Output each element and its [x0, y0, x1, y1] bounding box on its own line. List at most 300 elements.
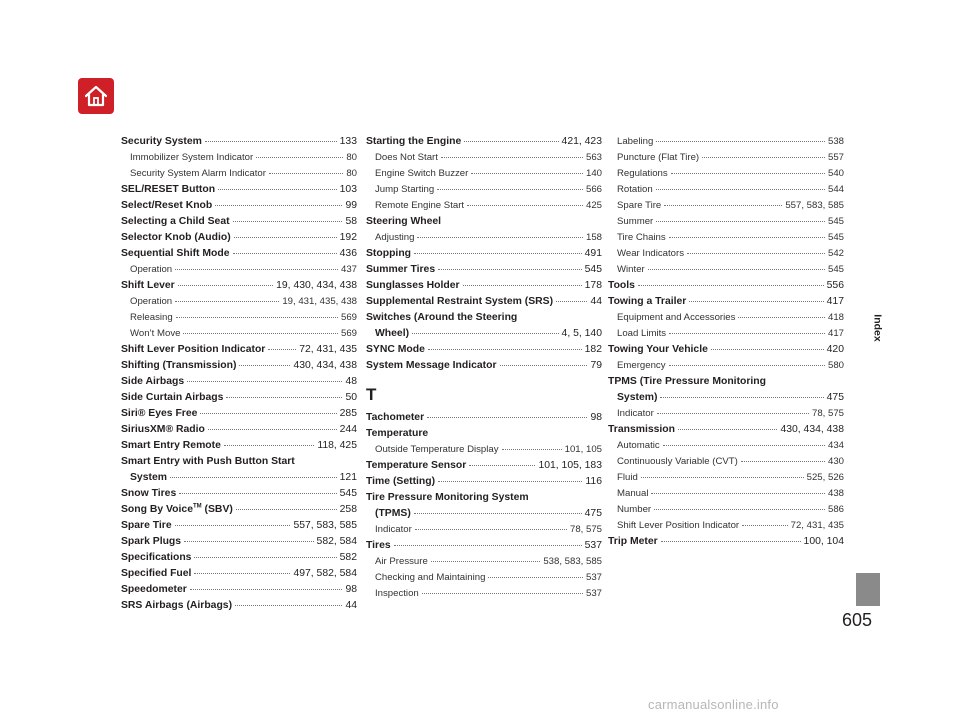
- entry-term: (TPMS): [375, 508, 411, 519]
- leader-dots: [235, 604, 342, 606]
- index-entry[interactable]: [608, 406, 844, 422]
- index-entry[interactable]: [608, 486, 844, 502]
- entry-term: Immobilizer System Indicator: [130, 152, 254, 163]
- index-side-tab[interactable]: [868, 300, 887, 356]
- entry-pages[interactable]: 101, 105: [564, 444, 602, 455]
- index-entry[interactable]: [121, 198, 357, 214]
- entry-term: Inspection: [375, 588, 419, 599]
- leader-dots: [641, 476, 804, 478]
- entry-pages[interactable]: 430, 434, 438: [293, 360, 357, 371]
- leader-dots: [200, 412, 336, 414]
- entry-pages[interactable]: 545: [339, 488, 357, 499]
- entry-term: Labeling: [617, 136, 654, 147]
- entry-pages[interactable]: 418: [827, 312, 844, 323]
- entry-term: Temperature Sensor: [366, 460, 467, 471]
- entry-term: SYNC Mode: [366, 344, 425, 355]
- entry-pages[interactable]: 434: [827, 440, 844, 451]
- leader-dots: [194, 556, 336, 558]
- entry-pages[interactable]: 78, 575: [569, 524, 602, 535]
- leader-dots: [488, 576, 583, 578]
- entry-term: Shifting (Transmission): [121, 360, 237, 371]
- entry-term: Supplemental Restraint System (SRS): [366, 296, 554, 307]
- leader-dots: [428, 348, 582, 350]
- index-entry[interactable]: [366, 442, 602, 458]
- entry-pages[interactable]: 557: [827, 152, 844, 163]
- index-section-t: [366, 410, 602, 602]
- leader-dots: [184, 540, 313, 542]
- entry-pages[interactable]: 545: [584, 264, 602, 275]
- index-entry[interactable]: [121, 310, 357, 326]
- leader-dots: [224, 444, 314, 446]
- entry-term: Towing Your Vehicle: [608, 344, 708, 355]
- index-entry: [366, 214, 602, 230]
- entry-term: Selector Knob (Audio): [121, 232, 231, 243]
- entry-pages[interactable]: 192: [339, 232, 357, 243]
- index-entry[interactable]: [121, 550, 357, 566]
- entry-pages[interactable]: 44: [590, 296, 602, 307]
- entry-pages[interactable]: 133: [339, 136, 357, 147]
- index-entry[interactable]: [366, 246, 602, 262]
- entry-term: Towing a Trailer: [608, 296, 687, 307]
- entry-pages[interactable]: 544: [827, 184, 844, 195]
- leader-dots: [664, 204, 782, 206]
- index-entry[interactable]: [608, 422, 844, 438]
- entry-term: Tires: [366, 540, 391, 551]
- index-entry[interactable]: [121, 438, 357, 454]
- entry-pages[interactable]: 430, 434, 438: [780, 424, 844, 435]
- entry-pages[interactable]: 586: [827, 504, 844, 515]
- entry-term: Security System Alarm Indicator: [130, 168, 266, 179]
- index-entry[interactable]: [366, 570, 602, 586]
- index-entry[interactable]: [121, 390, 357, 406]
- index-entry[interactable]: [608, 502, 844, 518]
- entry-pages[interactable]: 545: [827, 216, 844, 227]
- leader-dots: [678, 428, 777, 430]
- entry-term: Wear Indicators: [617, 248, 685, 259]
- entry-term: Equipment and Accessories: [617, 312, 736, 323]
- page-number: 605: [842, 610, 873, 630]
- leader-dots: [427, 416, 587, 418]
- index-entry[interactable]: [121, 326, 357, 342]
- section-letter-t: T: [366, 385, 377, 404]
- entry-pages[interactable]: 525, 526: [806, 472, 844, 483]
- index-entry[interactable]: [121, 470, 357, 486]
- entry-term: Song By Voice™ (SBV): [121, 503, 233, 515]
- entry-term: Emergency: [617, 360, 666, 371]
- entry-term: SiriusXM® Radio: [121, 424, 205, 435]
- index-entry[interactable]: [121, 246, 357, 262]
- leader-dots: [654, 508, 825, 510]
- entry-pages[interactable]: 582, 584: [316, 536, 357, 547]
- entry-pages[interactable]: 4, 5, 140: [561, 328, 602, 339]
- index-column-3: [608, 134, 844, 550]
- entry-term: Outside Temperature Display: [375, 444, 499, 455]
- index-entry[interactable]: [608, 182, 844, 198]
- leader-dots: [437, 188, 583, 190]
- entry-term: Tire Pressure Monitoring System: [366, 492, 529, 503]
- entry-pages[interactable]: 72, 431, 435: [790, 520, 844, 531]
- entry-term: Spare Tire: [121, 520, 172, 531]
- index-entry[interactable]: [608, 438, 844, 454]
- entry-pages[interactable]: 545: [827, 232, 844, 243]
- leader-dots: [651, 492, 825, 494]
- leader-dots: [170, 476, 337, 478]
- index-entry[interactable]: [366, 410, 602, 426]
- leader-dots: [190, 588, 343, 590]
- leader-dots: [689, 300, 823, 302]
- index-entry[interactable]: [608, 214, 844, 230]
- entry-term: Won’t Move: [130, 328, 181, 339]
- index-entry[interactable]: [608, 150, 844, 166]
- index-entry[interactable]: [366, 134, 602, 150]
- index-entry[interactable]: [121, 566, 357, 582]
- index-entry[interactable]: [608, 262, 844, 278]
- entry-pages[interactable]: 540: [827, 168, 844, 179]
- leader-dots: [234, 236, 337, 238]
- index-entry: [366, 426, 602, 442]
- leader-dots: [414, 512, 582, 514]
- leader-dots: [178, 284, 273, 286]
- entry-term: Tachometer: [366, 412, 425, 423]
- index-entry[interactable]: [608, 230, 844, 246]
- entry-pages[interactable]: 100, 104: [803, 536, 844, 547]
- entry-pages[interactable]: 158: [585, 232, 602, 243]
- index-entry[interactable]: [608, 310, 844, 326]
- index-entry[interactable]: [121, 358, 357, 374]
- index-entry[interactable]: [366, 150, 602, 166]
- index-entry[interactable]: [608, 278, 844, 294]
- index-entry[interactable]: [366, 538, 602, 554]
- entry-term: Rotation: [617, 184, 653, 195]
- entry-term: Shift Lever Position Indicator: [617, 520, 740, 531]
- entry-term: SRS Airbags (Airbags): [121, 600, 233, 611]
- index-entry[interactable]: [366, 278, 602, 294]
- entry-pages[interactable]: 438: [827, 488, 844, 499]
- entry-term: Summer: [617, 216, 654, 227]
- entry-pages[interactable]: 118, 425: [317, 440, 357, 451]
- entry-pages[interactable]: 537: [584, 540, 602, 551]
- index-entry[interactable]: [608, 166, 844, 182]
- entry-term: Engine Switch Buzzer: [375, 168, 469, 179]
- entry-pages[interactable]: 425: [585, 200, 602, 211]
- index-entry[interactable]: [366, 262, 602, 278]
- leader-dots: [463, 284, 582, 286]
- index-entry[interactable]: [121, 534, 357, 550]
- entry-pages[interactable]: 582: [339, 552, 357, 563]
- leader-dots: [669, 364, 825, 366]
- entry-term: Operation: [130, 296, 173, 307]
- index-entry[interactable]: [121, 230, 357, 246]
- entry-pages[interactable]: 258: [339, 504, 357, 515]
- index-entry[interactable]: [608, 454, 844, 470]
- entry-term: System): [617, 392, 658, 403]
- entry-pages[interactable]: 580: [827, 360, 844, 371]
- index-entry[interactable]: [121, 518, 357, 534]
- leader-dots: [467, 204, 583, 206]
- entry-pages[interactable]: 430: [827, 456, 844, 467]
- entry-term: Siri® Eyes Free: [121, 408, 198, 419]
- entry-term: Checking and Maintaining: [375, 572, 486, 583]
- leader-dots: [687, 252, 825, 254]
- index-entry[interactable]: [608, 518, 844, 534]
- index-entry[interactable]: [366, 294, 602, 310]
- entry-term: Number: [617, 504, 652, 515]
- entry-term: Winter: [617, 264, 645, 275]
- index-entry[interactable]: [366, 198, 602, 214]
- index-entry[interactable]: [608, 390, 844, 406]
- leader-dots: [464, 140, 558, 142]
- index-entry[interactable]: [366, 522, 602, 538]
- entry-pages[interactable]: 244: [339, 424, 357, 435]
- home-button[interactable]: [78, 78, 114, 114]
- entry-pages[interactable]: 121: [339, 472, 357, 483]
- entry-pages[interactable]: 19, 430, 434, 438: [276, 280, 357, 291]
- leader-dots: [239, 364, 290, 366]
- entry-pages[interactable]: 79: [590, 360, 602, 371]
- entry-pages[interactable]: 285: [339, 408, 357, 419]
- leader-dots: [738, 316, 825, 318]
- leader-dots: [741, 460, 825, 462]
- entry-pages[interactable]: 80: [346, 168, 357, 179]
- leader-dots: [431, 560, 541, 562]
- index-entry[interactable]: [121, 166, 357, 182]
- leader-dots: [175, 524, 291, 526]
- leader-dots: [194, 572, 290, 574]
- entry-pages[interactable]: 48: [345, 376, 357, 387]
- index-entry[interactable]: [121, 598, 357, 614]
- entry-pages[interactable]: 538: [827, 136, 844, 147]
- entry-pages[interactable]: 72, 431, 435: [299, 344, 357, 355]
- leader-dots: [233, 252, 337, 254]
- entry-pages[interactable]: 437: [340, 264, 357, 275]
- index-entry[interactable]: [121, 294, 357, 310]
- entry-term: Time (Setting): [366, 476, 436, 487]
- entry-term: Operation: [130, 264, 173, 275]
- leader-dots: [414, 252, 582, 254]
- entry-pages[interactable]: 557, 583, 585: [785, 200, 844, 211]
- home-icon: [83, 84, 109, 108]
- entry-term: Side Curtain Airbags: [121, 392, 224, 403]
- entry-term: Releasing: [130, 312, 173, 323]
- index-entry[interactable]: [366, 458, 602, 474]
- index-entry: [366, 490, 602, 506]
- entry-pages[interactable]: 569: [340, 312, 357, 323]
- entry-term: Shift Lever Position Indicator: [121, 344, 266, 355]
- entry-term: Specifications: [121, 552, 192, 563]
- leader-dots: [205, 140, 337, 142]
- index-column-1: [121, 134, 357, 614]
- index-entry[interactable]: [366, 166, 602, 182]
- leader-dots: [438, 268, 582, 270]
- entry-term: Speedometer: [121, 584, 187, 595]
- leader-dots: [657, 412, 809, 414]
- entry-term: Regulations: [617, 168, 668, 179]
- leader-dots: [469, 464, 535, 466]
- entry-term: SEL/RESET Button: [121, 184, 216, 195]
- leader-dots: [438, 480, 582, 482]
- leader-dots: [233, 220, 343, 222]
- leader-dots: [269, 172, 343, 174]
- index-entry[interactable]: [121, 214, 357, 230]
- index-entry[interactable]: [121, 150, 357, 166]
- entry-pages[interactable]: 537: [585, 572, 602, 583]
- entry-term: Specified Fuel: [121, 568, 192, 579]
- leader-dots: [422, 592, 583, 594]
- leader-dots: [711, 348, 824, 350]
- index-entry[interactable]: [121, 134, 357, 150]
- entry-term: Puncture (Flat Tire): [617, 152, 700, 163]
- entry-pages[interactable]: 556: [826, 280, 844, 291]
- entry-term: Air Pressure: [375, 556, 428, 567]
- leader-dots: [742, 524, 788, 526]
- leader-dots: [176, 316, 338, 318]
- entry-pages[interactable]: 58: [345, 216, 357, 227]
- entry-term: Manual: [617, 488, 649, 499]
- index-entry[interactable]: [121, 262, 357, 278]
- entry-term: Snow Tires: [121, 488, 177, 499]
- entry-pages[interactable]: 497, 582, 584: [293, 568, 357, 579]
- entry-term: Automatic: [617, 440, 660, 451]
- entry-term: Shift Lever: [121, 280, 175, 291]
- entry-pages[interactable]: 563: [585, 152, 602, 163]
- entry-pages[interactable]: 50: [345, 392, 357, 403]
- entry-pages[interactable]: 98: [590, 412, 602, 423]
- entry-term: Tire Chains: [617, 232, 666, 243]
- leader-dots: [175, 268, 338, 270]
- index-entry[interactable]: [121, 486, 357, 502]
- leader-dots: [661, 540, 801, 542]
- entry-pages[interactable]: 475: [584, 508, 602, 519]
- index-entry[interactable]: [366, 326, 602, 342]
- entry-term: Selecting a Child Seat: [121, 216, 230, 227]
- entry-term: Starting the Engine: [366, 136, 462, 147]
- entry-term: Sequential Shift Mode: [121, 248, 230, 259]
- index-entry[interactable]: [121, 374, 357, 390]
- entry-term: Indicator: [375, 524, 412, 535]
- leader-dots: [256, 156, 343, 158]
- entry-term: Select/Reset Knob: [121, 200, 213, 211]
- entry-term: Smart Entry Remote: [121, 440, 221, 451]
- leader-dots: [656, 220, 825, 222]
- index-entry[interactable]: [121, 278, 357, 294]
- index-entry[interactable]: [121, 582, 357, 598]
- index-entry[interactable]: [366, 474, 602, 490]
- leader-dots: [268, 348, 296, 350]
- entry-pages[interactable]: 475: [826, 392, 844, 403]
- entry-term: Jump Starting: [375, 184, 435, 195]
- entry-pages[interactable]: 569: [340, 328, 357, 339]
- leader-dots: [702, 156, 825, 158]
- watermark: carmanualsonline.info: [648, 697, 779, 712]
- index-entry[interactable]: [121, 406, 357, 422]
- index-entry[interactable]: [121, 342, 357, 358]
- entry-pages[interactable]: 491: [584, 248, 602, 259]
- leader-dots: [669, 332, 825, 334]
- entry-term: Temperature: [366, 428, 429, 439]
- leader-dots: [236, 508, 337, 510]
- index-entry[interactable]: [608, 294, 844, 310]
- index-entry[interactable]: [608, 470, 844, 486]
- index-entry[interactable]: [366, 182, 602, 198]
- entry-pages[interactable]: 99: [345, 200, 357, 211]
- index-entry[interactable]: [121, 422, 357, 438]
- index-entry[interactable]: [608, 534, 844, 550]
- entry-term: Side Airbags: [121, 376, 185, 387]
- leader-dots: [215, 204, 342, 206]
- entry-pages[interactable]: 78, 575: [811, 408, 844, 419]
- entry-pages[interactable]: 19, 431, 435, 438: [282, 296, 357, 307]
- entry-term: System: [130, 472, 167, 483]
- entry-term: Adjusting: [375, 232, 415, 243]
- index-entry[interactable]: [121, 502, 357, 518]
- leader-dots: [179, 492, 336, 494]
- entry-pages[interactable]: 116: [585, 476, 602, 487]
- entry-pages[interactable]: 557, 583, 585: [293, 520, 357, 531]
- entry-pages[interactable]: 44: [345, 600, 357, 611]
- leader-dots: [502, 448, 562, 450]
- entry-pages[interactable]: 537: [585, 588, 602, 599]
- index-entry[interactable]: [608, 246, 844, 262]
- leader-dots: [500, 364, 588, 366]
- index-entry[interactable]: [366, 586, 602, 602]
- entry-pages[interactable]: 80: [346, 152, 357, 163]
- entry-term: Load Limits: [617, 328, 667, 339]
- entry-term: Transmission: [608, 424, 675, 435]
- entry-pages[interactable]: 178: [584, 280, 602, 291]
- index-entry[interactable]: [366, 554, 602, 570]
- leader-dots: [656, 140, 825, 142]
- index-entry[interactable]: [366, 230, 602, 246]
- entry-pages[interactable]: 421, 423: [561, 136, 602, 147]
- entry-term: Summer Tires: [366, 264, 436, 275]
- leader-dots: [208, 428, 337, 430]
- index-entry[interactable]: [366, 506, 602, 522]
- leader-dots: [671, 172, 825, 174]
- entry-pages[interactable]: 103: [339, 184, 357, 195]
- index-entry[interactable]: [608, 358, 844, 374]
- leader-dots: [183, 332, 338, 334]
- entry-pages[interactable]: 101, 105, 183: [538, 460, 602, 471]
- leader-dots: [648, 268, 825, 270]
- leader-dots: [660, 396, 823, 398]
- entry-term: System Message Indicator: [366, 360, 497, 371]
- entry-pages[interactable]: 542: [827, 248, 844, 259]
- index-entry[interactable]: [608, 326, 844, 342]
- entry-pages[interactable]: 420: [826, 344, 844, 355]
- index-entry[interactable]: [608, 342, 844, 358]
- entry-pages[interactable]: 436: [339, 248, 357, 259]
- entry-term: Does Not Start: [375, 152, 438, 163]
- entry-pages[interactable]: 545: [827, 264, 844, 275]
- entry-term: Indicator: [617, 408, 654, 419]
- entry-pages[interactable]: 140: [585, 168, 602, 179]
- index-entry[interactable]: [121, 182, 357, 198]
- entry-pages[interactable]: 98: [345, 584, 357, 595]
- index-entry[interactable]: [608, 134, 844, 150]
- leader-dots: [394, 544, 582, 546]
- entry-pages[interactable]: 417: [826, 296, 844, 307]
- entry-pages[interactable]: 182: [584, 344, 602, 355]
- index-entry[interactable]: [366, 342, 602, 358]
- index-entry[interactable]: [608, 198, 844, 214]
- entry-pages[interactable]: 538, 583, 585: [543, 556, 602, 567]
- leader-dots: [669, 236, 825, 238]
- entry-pages[interactable]: 417: [827, 328, 844, 339]
- index-entry[interactable]: [366, 358, 602, 374]
- entry-pages[interactable]: 566: [585, 184, 602, 195]
- entry-term: Wheel): [375, 328, 410, 339]
- entry-term: Fluid: [617, 472, 638, 483]
